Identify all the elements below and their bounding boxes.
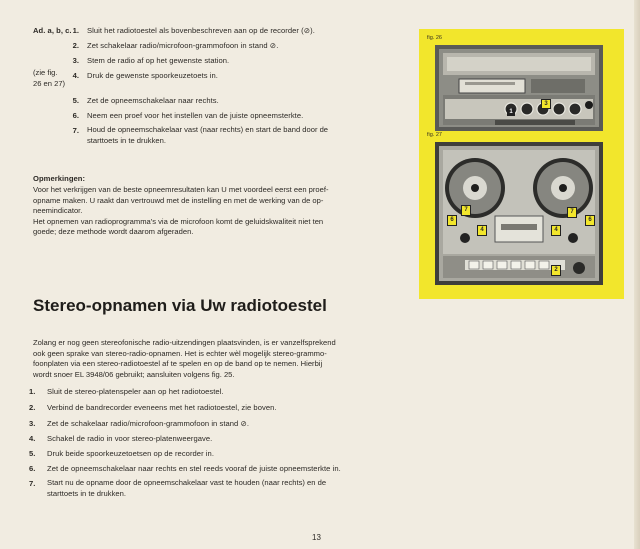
stereo-step-number: 4. xyxy=(29,434,36,443)
figure-26-marker: 1 xyxy=(507,108,515,116)
step-text: Houd de opneemschakelaar vast (naar rechts) en start de band door de starttoets in te drukken. xyxy=(87,125,329,145)
figure-27-marker: 6 xyxy=(447,215,457,226)
figure-27-marker: 4 xyxy=(551,225,561,236)
section-heading-abc: Ad. a, b, c. xyxy=(33,26,72,35)
figure-panel xyxy=(419,29,624,299)
stereo-step-text: Start nu de opname door de opneemschakelaar vast te houden (naar rechts) en de starttoets in te drukken. xyxy=(47,478,327,498)
step-number: 4. xyxy=(72,71,79,80)
step-text: Stem de radio af op het gewenste station. xyxy=(87,56,230,65)
page-edge xyxy=(634,0,640,549)
stereo-intro: Zolang er nog geen stereofonische radio-uitzendingen plaatsvinden, is er vanzelfsprekend ook geen sprake van stereo-radio-opnamen. Het is echter wèl mogelijk stereo-grammo- foonplaten via een stereo-radiotoestel af te spelen en op de band op te nemen. Hierbij wordt snoer EL 3948/06 gebruikt; aansluiten volgens fig. 25. xyxy=(33,338,336,379)
step-number: 7. xyxy=(72,126,79,135)
stereo-step-text: Verbind de bandrecorder eveneens met het radiotoestel, zie boven. xyxy=(47,403,277,412)
stereo-step-number: 6. xyxy=(29,464,36,473)
figure-26-control-panel-image xyxy=(435,45,603,131)
step-text: Zet de opneemschakelaar naar rechts. xyxy=(87,96,219,105)
step-text: Druk de gewenste spoorkeuzetoets in. xyxy=(87,71,218,80)
step-text: Neem een proef voor het instellen van de juiste opneemsterkte. xyxy=(87,111,304,120)
stereo-step-text: Sluit de stereo-platenspeler aan op het radiotoestel. xyxy=(47,387,224,396)
step-number: 1. xyxy=(72,26,79,35)
stereo-step-text: Schakel de radio in voor stereo-platenweergave. xyxy=(47,434,213,443)
stereo-section-title: Stereo-opnamen via Uw radiotoestel xyxy=(33,296,327,315)
stereo-step-number: 1. xyxy=(29,387,36,396)
remarks-body: Voor het verkrijgen van de beste opneemresultaten kan U met voordeel eerst een proef- opname maken. U raakt dan vertrouwd met de instelling en met de werking van de op- neemindicator. Het opnemen van radioprogramma's via de microfoon komt de geluidskwaliteit niet ten goede; deze methode wordt daarom afgeraden. xyxy=(33,185,329,237)
figure-27-label: fig. 27 xyxy=(427,132,442,138)
figure-27-marker: 4 xyxy=(477,225,487,236)
stereo-step-number: 7. xyxy=(29,479,36,488)
figure-27-marker: 7 xyxy=(461,205,471,216)
step-text: Zet schakelaar radio/microfoon-grammofoon in stand ⊘. xyxy=(87,41,279,50)
stereo-step-number: 5. xyxy=(29,449,36,458)
step-text: Sluit het radiotoestel als bovenbeschreven aan op de recorder (⊘). xyxy=(87,26,315,35)
figure-27-marker: 7 xyxy=(567,207,577,218)
remarks-title: Opmerkingen: xyxy=(33,174,86,183)
step-number: 2. xyxy=(72,41,79,50)
figure-26-label: fig. 26 xyxy=(427,35,442,41)
stereo-step-text: Zet de opneemschakelaar naar rechts en stel reeds vooraf de juiste opneemsterkte in. xyxy=(47,464,341,473)
step-number: 6. xyxy=(72,111,79,120)
figure-27-marker: 6 xyxy=(585,215,595,226)
stereo-step-number: 3. xyxy=(29,419,36,428)
figure-reference-note: (zie fig. 26 en 27) xyxy=(33,68,66,88)
stereo-step-text: Zet de schakelaar radio/microfoon-grammofoon in stand ⊘. xyxy=(47,419,250,428)
figure-27-marker: 2 xyxy=(551,265,561,276)
step-number: 5. xyxy=(72,96,79,105)
figure-26-marker: 3 xyxy=(541,99,551,109)
stereo-step-number: 2. xyxy=(29,403,36,412)
step-number: 3. xyxy=(72,56,79,65)
page-number: 13 xyxy=(312,533,321,542)
stereo-step-text: Druk beide spoorkeuzetoetsen op de recorder in. xyxy=(47,449,214,458)
